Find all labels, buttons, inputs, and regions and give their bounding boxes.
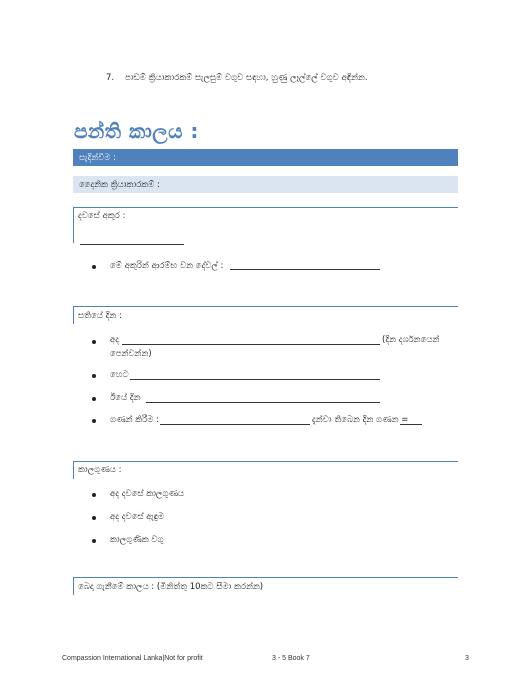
count-blank[interactable] bbox=[160, 424, 310, 425]
daily-activities-band bbox=[73, 176, 458, 193]
footer-book: 3 - 5 Book 7 bbox=[272, 655, 310, 662]
count-days-blank[interactable] bbox=[400, 424, 422, 425]
today-blank[interactable] bbox=[122, 344, 380, 345]
tomorrow-blank[interactable] bbox=[130, 379, 380, 380]
count-label: ගණන් කිරීම : bbox=[110, 415, 159, 425]
intro-text: පාඩම් ක්‍රියාකාරකම් සැලසුම් වගුව සඳහා, හුණු ලෑල්ලේ වගුව අඳින්න. bbox=[124, 73, 368, 83]
letter-things-label: මේ අකුරින් ආරම්භ වන දේවල් : bbox=[110, 261, 224, 271]
weather-item: කාලගුණික වගු bbox=[110, 535, 164, 545]
letter-blank-line[interactable] bbox=[80, 244, 184, 245]
bullet-dot bbox=[92, 340, 96, 344]
weather-section-left-rule bbox=[73, 461, 74, 479]
today-label: අද bbox=[110, 335, 120, 345]
welcome-label: සැදින්විම : bbox=[79, 152, 116, 163]
footer-organization: Compassion International Lanka|Not for profit bbox=[62, 655, 203, 662]
weekday-section-top-rule bbox=[73, 306, 458, 307]
welcome-band bbox=[73, 149, 458, 166]
today-hint: (දින දර්ශනයෙන් bbox=[382, 335, 440, 345]
weather-section-top-rule bbox=[73, 461, 458, 462]
intro-number: 7. bbox=[106, 73, 115, 83]
weather-item: අද දවසේ ඇඳුම bbox=[110, 512, 165, 522]
bullet-dot bbox=[92, 419, 96, 423]
bullet-dot bbox=[92, 516, 96, 520]
break-section-label: බෙදා ගැනීමේ කාලය : (මිනිත්තු 10කට සීමා කරන්න) bbox=[78, 582, 264, 592]
tomorrow-label: හෙට bbox=[110, 370, 129, 380]
count-days-label: දැන්වා තිබෙන දින ගණන = bbox=[312, 415, 409, 425]
weekday-section-left-rule bbox=[73, 306, 74, 324]
letter-section-label: දවසේ අකුර : bbox=[78, 211, 126, 221]
bullet-dot bbox=[92, 397, 96, 401]
footer-page-number: 3 bbox=[465, 655, 469, 662]
yesterday-label: ඊයේ දින bbox=[110, 393, 141, 403]
weather-section-label: කාලගුණය : bbox=[78, 465, 122, 475]
intro-line bbox=[106, 73, 368, 83]
daily-activities-label: දෛනික ක්‍රියාකාරකම් : bbox=[79, 179, 160, 190]
break-section-left-rule bbox=[73, 577, 74, 595]
today-hint-cont: පෙන්වන්න) bbox=[110, 349, 152, 359]
bullet-dot bbox=[92, 265, 96, 269]
bullet-dot bbox=[92, 539, 96, 543]
letter-section-left-rule bbox=[73, 207, 74, 243]
letter-things-blank[interactable] bbox=[230, 269, 380, 270]
break-section-top-rule bbox=[73, 577, 458, 578]
letter-section-top-rule bbox=[73, 207, 458, 208]
yesterday-blank[interactable] bbox=[146, 402, 380, 403]
page-title: පන්ති කාලය : bbox=[74, 119, 199, 143]
bullet-dot bbox=[92, 493, 96, 497]
bullet-dot bbox=[92, 374, 96, 378]
weather-item: අද දවසේ කාලගුණය bbox=[110, 489, 185, 499]
weekday-section-label: සතියේ දින : bbox=[78, 311, 122, 321]
